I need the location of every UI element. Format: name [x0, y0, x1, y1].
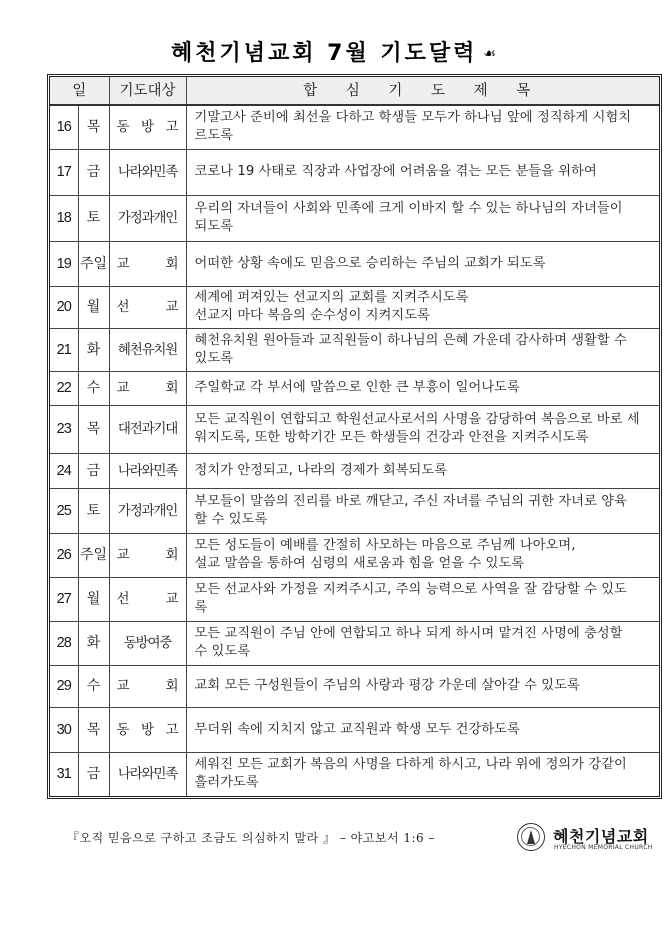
- prayer-target: [109, 707, 186, 752]
- prayer-target: 나라와민족: [109, 453, 186, 488]
- prayer-topic: [186, 752, 659, 796]
- column-header-day: 일: [50, 77, 109, 105]
- prayer-topic-line: 코로나 19 사태로 직장과 사업장에 어려움을 겪는 모든 분들을 위하여: [194, 164, 597, 179]
- prayer-topic-line: 되도록: [194, 219, 234, 234]
- table-row: [50, 328, 659, 371]
- prayer-target: [109, 371, 186, 405]
- prayer-topic: [186, 241, 659, 286]
- day-number: 27: [50, 577, 78, 621]
- title-text: 혜천기념교회 7월 기도달력: [171, 41, 478, 66]
- day-number: 26: [50, 533, 78, 577]
- prayer-topic: [186, 577, 659, 621]
- day-number: 22: [50, 371, 78, 405]
- day-number: 16: [50, 105, 78, 149]
- prayer-topic: [186, 453, 659, 488]
- prayer-topic: [186, 707, 659, 752]
- scripture-quote: 『오직 믿음으로 구하고 조금도 의심하지 말라 』 – 야고보서 1:6 –: [67, 831, 435, 845]
- prayer-topic: [186, 533, 659, 577]
- prayer-topic-line: 부모들이 말씀의 진리를 바로 깨닫고, 주신 자녀를 주님의 귀한 자녀로 양육: [194, 493, 627, 509]
- prayer-topic-line: 세워진 모든 교회가 복음의 사명을 다하게 하시고, 나라 위에 정의가 강같이: [194, 757, 627, 773]
- prayer-topic-line: 할 수 있도록: [194, 511, 268, 527]
- prayer-topic-line: 우리의 자녀들이 사회와 민족에 크게 이바지 할 수 있는 하나님의 자녀들이: [194, 201, 623, 216]
- prayer-target: 혜천유치원: [109, 328, 186, 371]
- prayer-target-char: 회: [165, 255, 179, 272]
- prayer-topic: [186, 105, 659, 149]
- prayer-target: 나라와민족: [109, 149, 186, 195]
- table-row: [50, 195, 659, 241]
- prayer-topic-line: 록: [194, 600, 208, 615]
- day-number: 18: [50, 195, 78, 241]
- table-row: [50, 533, 659, 577]
- weekday: 화: [78, 621, 109, 665]
- table-row: [50, 371, 659, 405]
- weekday: 목: [78, 707, 109, 752]
- prayer-topic-line: 흘러가도록: [194, 775, 259, 791]
- table-row: [50, 577, 659, 621]
- prayer-topic-line: 정치가 안정되고, 나라의 경제가 회복되도록: [194, 462, 448, 478]
- prayer-topic-line: 어떠한 상황 속에도 믿음으로 승리하는 주님의 교회가 되도록: [194, 255, 546, 271]
- table-row: [50, 286, 659, 328]
- prayer-topic-line: 워지도록, 또한 방학기간 모든 학생들의 건강과 안전을 지켜주시도록: [194, 430, 589, 445]
- prayer-target: [109, 577, 186, 621]
- weekday: 주일: [78, 533, 109, 577]
- day-number: 21: [50, 328, 78, 371]
- logo-subtitle: HYECHON MEMORIAL CHURCH: [554, 844, 653, 851]
- prayer-target-char: 교: [116, 380, 130, 396]
- weekday: 수: [78, 665, 109, 707]
- prayer-target-char: 회: [165, 547, 179, 563]
- weekday: 토: [78, 195, 109, 241]
- table-row: [50, 488, 659, 533]
- table-row: [50, 621, 659, 665]
- prayer-topic-line: 선교지 마다 복음의 순수성이 지켜지도록: [194, 308, 430, 323]
- prayer-target: [109, 665, 186, 707]
- prayer-target-char: 동: [116, 721, 130, 738]
- prayer-topic: [186, 621, 659, 665]
- prayer-topic-line: 무더위 속에 지치지 않고 교직원과 학생 모두 건강하도록: [194, 721, 520, 737]
- church-emblem-icon: [517, 823, 545, 851]
- prayer-topic-line: 수 있도록: [194, 644, 251, 659]
- prayer-target: 동방여중: [109, 621, 186, 665]
- prayer-target-char: 선: [116, 299, 130, 315]
- day-number: 20: [50, 286, 78, 328]
- prayer-topic-line: 모든 선교사와 가정을 지켜주시고, 주의 능력으로 사역을 잘 감당할 수 있도: [194, 582, 627, 597]
- weekday: 월: [78, 286, 109, 328]
- prayer-target-char: 교: [116, 678, 130, 694]
- prayer-target-char: 회: [165, 380, 179, 396]
- weekday: 금: [78, 752, 109, 796]
- prayer-topic-line: 모든 교직원이 주님 안에 연합되고 하나 되게 하시며 맡겨진 사명에 충성할: [194, 626, 623, 641]
- prayer-target: 가정과개인: [109, 195, 186, 241]
- prayer-target: [109, 241, 186, 286]
- prayer-target-char: 방: [140, 721, 155, 738]
- table-row: [50, 752, 659, 796]
- prayer-target: 대전과기대: [109, 405, 186, 453]
- prayer-calendar-table: [47, 74, 662, 799]
- weekday: 목: [78, 405, 109, 453]
- weekday: 금: [78, 453, 109, 488]
- prayer-topic-line: 설교 말씀을 통하여 심령의 새로움과 힘을 얻을 수 있도록: [194, 556, 525, 571]
- prayer-target-char: 교: [116, 547, 130, 563]
- prayer-topic: [186, 195, 659, 241]
- fleuron-icon: ☙: [483, 46, 499, 62]
- prayer-target: 가정과개인: [109, 488, 186, 533]
- table-row: [50, 105, 659, 149]
- table-row: [50, 241, 659, 286]
- prayer-target-char: 교: [165, 591, 179, 607]
- table-row: [50, 149, 659, 195]
- prayer-topic-line: 기말고사 준비에 최선을 다하고 학생들 모두가 하나님 앞에 정직하게 시험치: [194, 110, 632, 126]
- prayer-topic-line: 혜천유치원 원아들과 교직원들이 하나님의 은혜 가운데 감사하며 생활할 수: [194, 332, 627, 348]
- weekday: 목: [78, 105, 109, 149]
- day-number: 24: [50, 453, 78, 488]
- prayer-target-char: 고: [165, 119, 179, 136]
- prayer-topic: [186, 286, 659, 328]
- prayer-topic: [186, 328, 659, 371]
- prayer-target-char: 선: [116, 591, 130, 607]
- prayer-topic: [186, 405, 659, 453]
- table-row: [50, 665, 659, 707]
- weekday: 수: [78, 371, 109, 405]
- logo-name: 혜천기념교회: [553, 827, 649, 846]
- prayer-target-char: 회: [165, 678, 179, 694]
- prayer-topic: [186, 665, 659, 707]
- prayer-target-char: 교: [165, 299, 179, 315]
- day-number: 30: [50, 707, 78, 752]
- prayer-topic-line: 모든 교직원이 연합되고 학원선교사로서의 사명을 감당하여 복음으로 바로 세: [194, 412, 640, 427]
- day-number: 17: [50, 149, 78, 195]
- weekday: 월: [78, 577, 109, 621]
- prayer-target: [109, 286, 186, 328]
- church-logo: [517, 822, 662, 856]
- prayer-topic-line: 교회 모든 구성원들이 주님의 사랑과 평강 가운데 살아갈 수 있도록: [194, 678, 580, 693]
- weekday: 주일: [78, 241, 109, 286]
- day-number: 23: [50, 405, 78, 453]
- day-number: 31: [50, 752, 78, 796]
- prayer-target-char: 고: [165, 721, 179, 738]
- table-row: [50, 707, 659, 752]
- prayer-topic-line: 있도록: [194, 350, 234, 366]
- day-number: 19: [50, 241, 78, 286]
- page-title: [0, 36, 670, 67]
- prayer-target-char: 방: [140, 119, 155, 136]
- prayer-topic-line: 모든 성도들이 예배를 간절히 사모하는 마음으로 주님께 나아오며,: [194, 538, 576, 553]
- prayer-target-char: 동: [116, 119, 130, 136]
- prayer-target-char: 교: [116, 255, 130, 272]
- prayer-target: [109, 105, 186, 149]
- weekday: 금: [78, 149, 109, 195]
- column-header-prayer-topic: 합 심 기 도 제 목: [186, 77, 659, 105]
- weekday: 화: [78, 328, 109, 371]
- prayer-topic-line: 세계에 퍼져있는 선교지의 교회를 지켜주시도록: [194, 290, 469, 305]
- prayer-topic-line: 주일학교 각 부서에 말씀으로 인한 큰 부흥이 일어나도록: [194, 380, 520, 395]
- table-row: [50, 405, 659, 453]
- prayer-target: [109, 533, 186, 577]
- column-header-target: 기도대상: [109, 77, 186, 105]
- day-number: 25: [50, 488, 78, 533]
- prayer-target: 나라와민족: [109, 752, 186, 796]
- day-number: 29: [50, 665, 78, 707]
- weekday: 토: [78, 488, 109, 533]
- prayer-topic: [186, 371, 659, 405]
- table-header-row: [50, 77, 659, 105]
- prayer-topic: [186, 488, 659, 533]
- table-row: [50, 453, 659, 488]
- day-number: 28: [50, 621, 78, 665]
- prayer-topic-line: 르도록: [194, 128, 234, 144]
- prayer-topic: [186, 149, 659, 195]
